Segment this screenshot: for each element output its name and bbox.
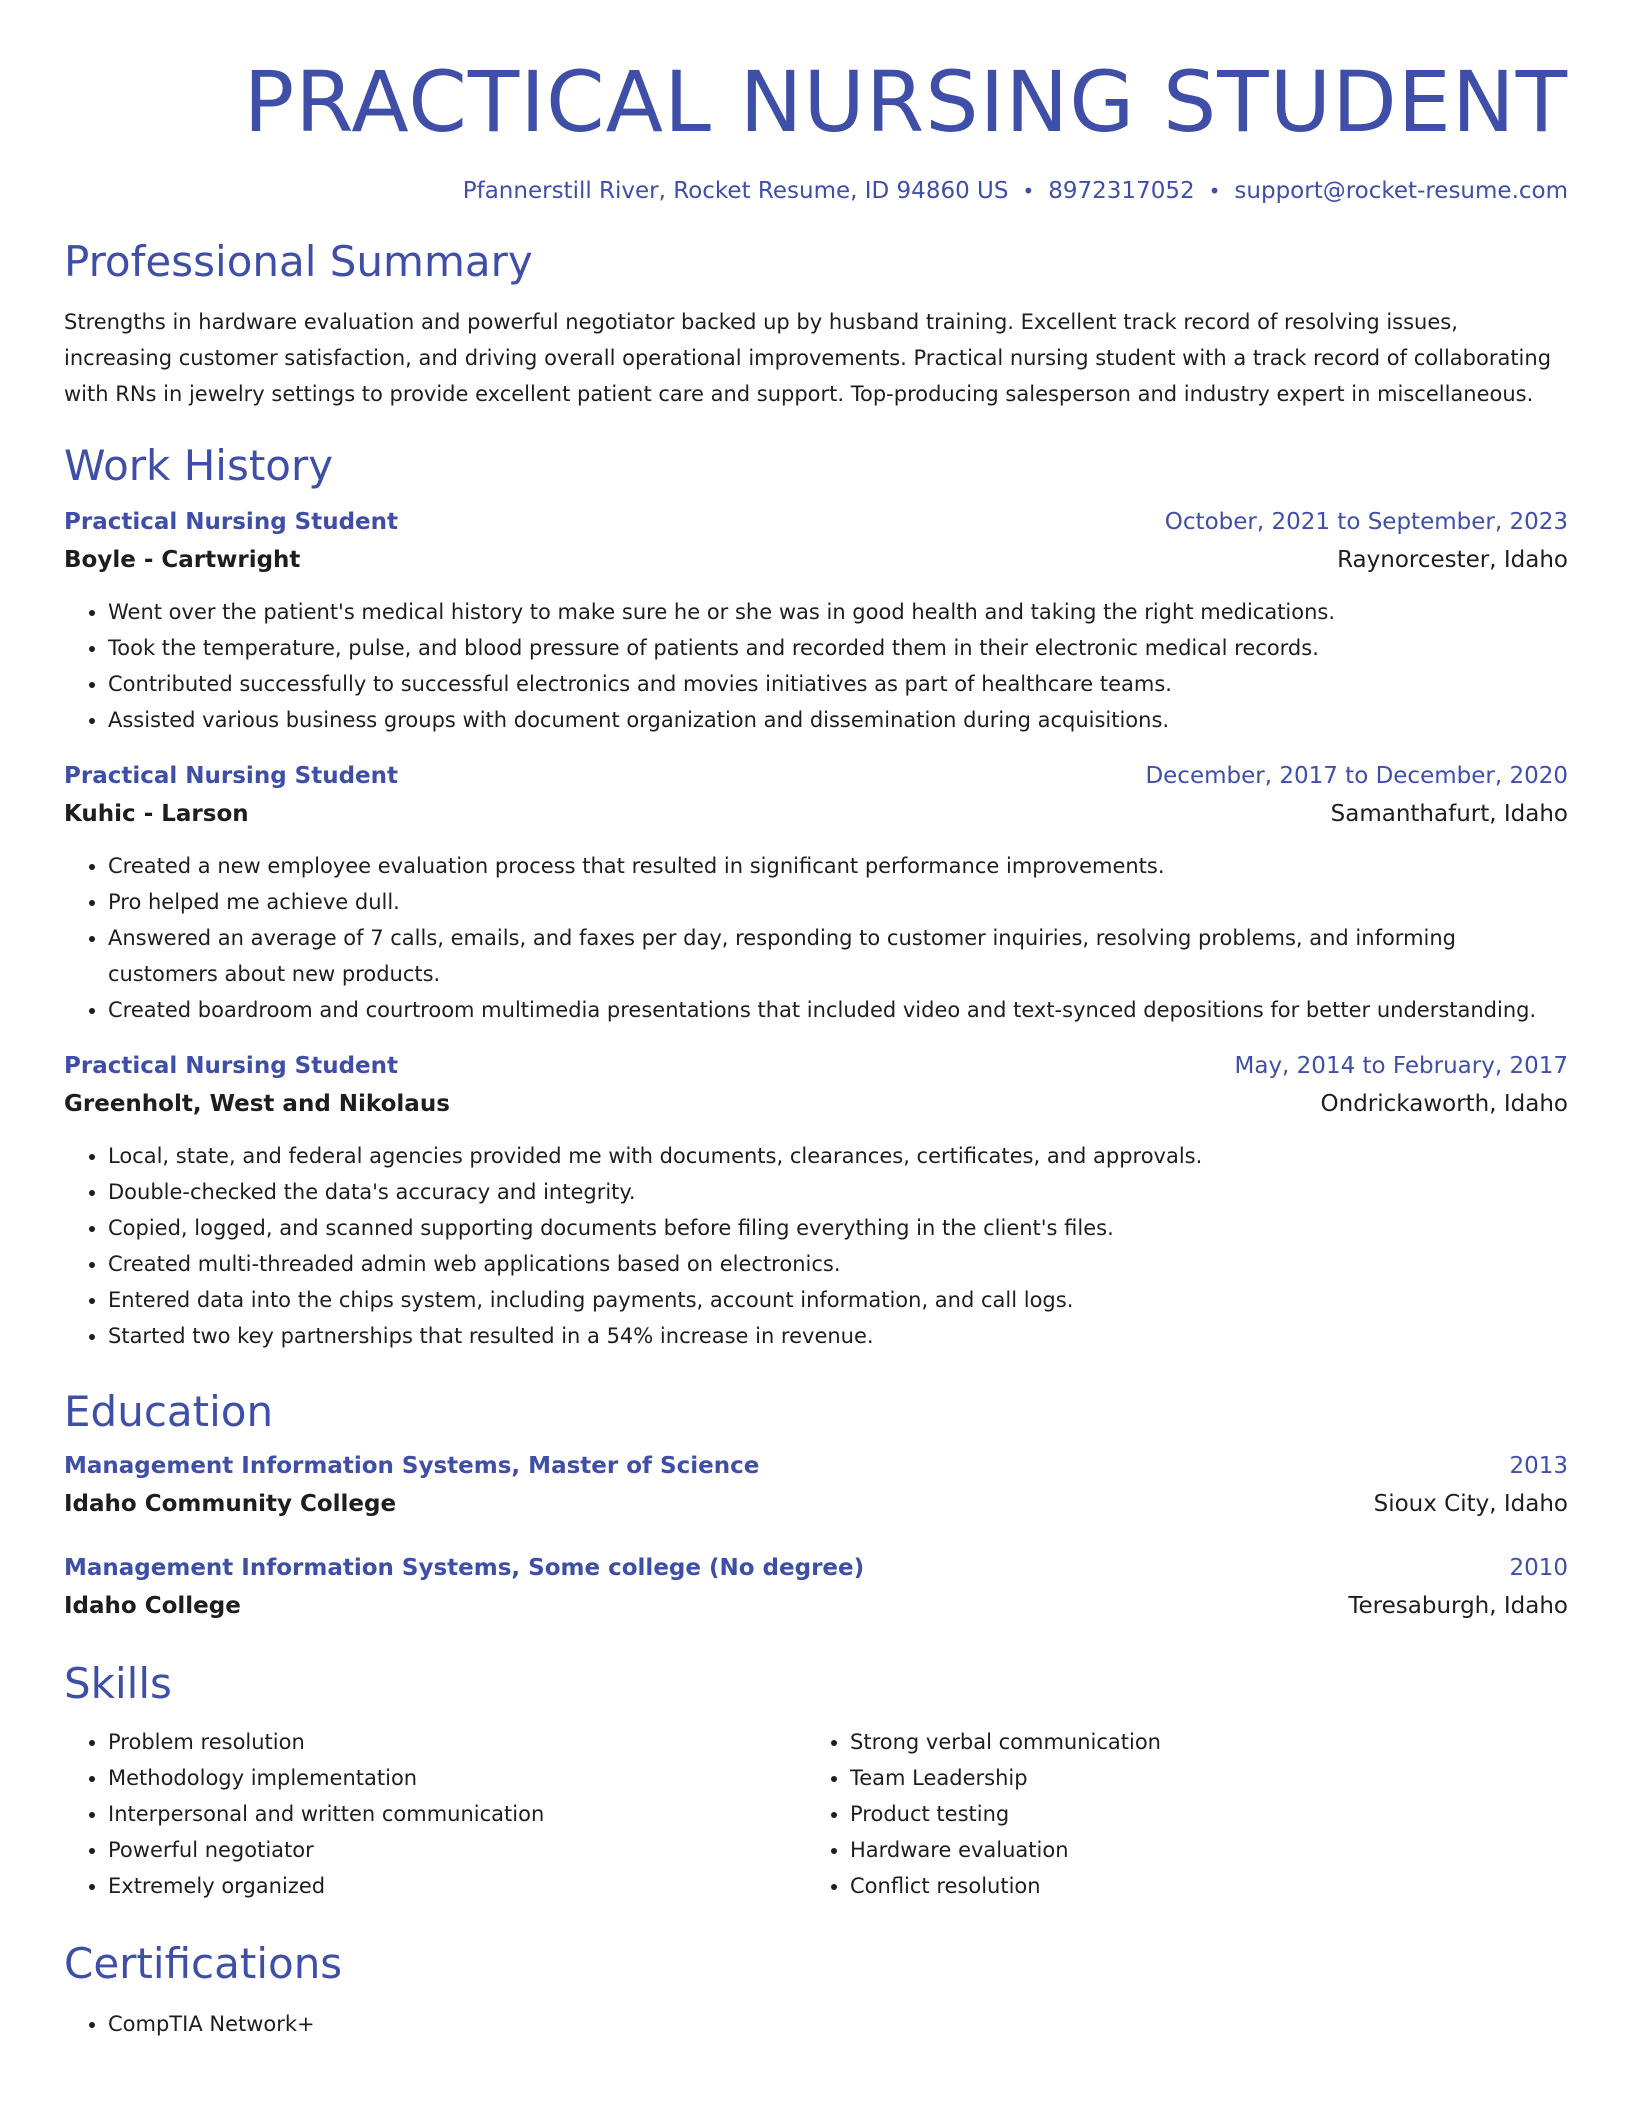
skill-item: • Interpersonal and written communication — [108, 1796, 806, 1832]
resume-name: PRACTICAL NURSING STUDENT — [243, 53, 1568, 151]
job-company: Greenholt, West and Nikolaus — [64, 1091, 450, 1117]
list-item: • Created boardroom and courtroom multimedia presentations that included video and text-synced depositions for better understanding. — [108, 992, 1568, 1028]
contact-phone: 8972317052 — [1048, 178, 1195, 204]
education-subheader — [64, 1484, 1568, 1524]
skill-item: • Conflict resolution — [850, 1868, 1548, 1904]
job-subheader — [64, 540, 1568, 580]
skill-item: • Problem resolution — [108, 1724, 806, 1760]
education-degree: Management Information Systems, Some college (No degree) — [64, 1555, 865, 1581]
education-year: 2010 — [1509, 1555, 1568, 1581]
contact-line — [64, 178, 1568, 204]
job-header — [64, 504, 1568, 540]
skills-column-left — [64, 1724, 806, 1904]
section-title-work: Work History — [64, 441, 334, 490]
list-item: • Created multi-threaded admin web applications based on electronics. — [108, 1246, 1568, 1282]
list-item: • Double-checked the data's accuracy and integrity. — [108, 1174, 1568, 1210]
job-dates: December, 2017 to December, 2020 — [1145, 763, 1568, 789]
job-bullets — [64, 1138, 1568, 1354]
education-degree: Management Information Systems, Master of Science — [64, 1453, 760, 1479]
job-bullets — [64, 594, 1568, 738]
job-dates: October, 2021 to September, 2023 — [1164, 509, 1568, 535]
list-item: • Took the temperature, pulse, and blood pressure of patients and recorded them in their electronic medical records. — [108, 630, 1568, 666]
job-bullets — [64, 848, 1568, 1028]
job-location: Samanthafurt, Idaho — [1330, 801, 1568, 827]
section-title-skills: Skills — [64, 1659, 172, 1708]
list-item: • Assisted various business groups with document organization and dissemination during acquisitions. — [108, 702, 1568, 738]
job-header — [64, 1048, 1568, 1084]
skills-list — [64, 1724, 1568, 1904]
job-entry — [64, 758, 1568, 1028]
skill-item: • Strong verbal communication — [850, 1724, 1548, 1760]
education-entry — [64, 1448, 1568, 1524]
job-role: Practical Nursing Student — [64, 763, 399, 789]
education-school: Idaho Community College — [64, 1491, 397, 1517]
certifications-list — [64, 2006, 1568, 2042]
list-item: • Pro helped me achieve dull. — [108, 884, 1568, 920]
education-location: Teresaburgh, Idaho — [1348, 1593, 1568, 1619]
list-item: • Started two key partnerships that resulted in a 54% increase in revenue. — [108, 1318, 1568, 1354]
job-header — [64, 758, 1568, 794]
job-location: Raynorcester, Idaho — [1337, 547, 1568, 573]
job-dates: May, 2014 to February, 2017 — [1234, 1053, 1568, 1079]
contact-address: Pfannerstill River, Rocket Resume, ID 94860 US — [462, 178, 1009, 204]
job-company: Boyle - Cartwright — [64, 547, 301, 573]
job-subheader — [64, 794, 1568, 834]
education-header — [64, 1550, 1568, 1586]
job-entry — [64, 504, 1568, 738]
skill-item: • Hardware evaluation — [850, 1832, 1548, 1868]
section-title-summary: Professional Summary — [64, 237, 533, 286]
list-item: • Copied, logged, and scanned supporting documents before filing everything in the client's files. — [108, 1210, 1568, 1246]
education-year: 2013 — [1509, 1453, 1568, 1479]
education-entry — [64, 1550, 1568, 1626]
job-subheader — [64, 1084, 1568, 1124]
education-school: Idaho College — [64, 1593, 241, 1619]
skills-column-right — [806, 1724, 1548, 1904]
section-title-certifications: Certifications — [64, 1939, 343, 1988]
skill-item: • Powerful negotiator — [108, 1832, 806, 1868]
education-subheader — [64, 1586, 1568, 1626]
skill-item: • Extremely organized — [108, 1868, 806, 1904]
list-item: • Contributed successfully to successful electronics and movies initiatives as part of healthcare teams. — [108, 666, 1568, 702]
skill-item: • Methodology implementation — [108, 1760, 806, 1796]
certification-item: • CompTIA Network+ — [108, 2006, 1568, 2042]
job-role: Practical Nursing Student — [64, 509, 399, 535]
contact-email: support@rocket-resume.com — [1234, 178, 1568, 204]
contact-separator: • — [1022, 179, 1035, 203]
list-item: • Local, state, and federal agencies provided me with documents, clearances, certificates, and approvals. — [108, 1138, 1568, 1174]
list-item: • Entered data into the chips system, including payments, account information, and call logs. — [108, 1282, 1568, 1318]
summary-text: Strengths in hardware evaluation and powerful negotiator backed up by husband training. Excellent track record of resolving issues, increasing customer satisfaction, and driving overall operational improvements. Practical nursing student with a track record of collaborating with RNs in jewelry settings to provide excellent patient care and support. Top-producing salesperson and industry expert in miscellaneous. — [64, 310, 1552, 406]
job-role: Practical Nursing Student — [64, 1053, 399, 1079]
list-item: • Answered an average of 7 calls, emails, and faxes per day, responding to customer inquiries, resolving problems, and informing customers about new products. — [108, 920, 1568, 992]
list-item: • Went over the patient's medical history to make sure he or she was in good health and taking the right medications. — [108, 594, 1568, 630]
skill-item: • Product testing — [850, 1796, 1548, 1832]
job-location: Ondrickaworth, Idaho — [1320, 1091, 1568, 1117]
section-title-education: Education — [64, 1387, 274, 1436]
job-company: Kuhic - Larson — [64, 801, 249, 827]
education-header — [64, 1448, 1568, 1484]
education-location: Sioux City, Idaho — [1373, 1491, 1568, 1517]
list-item: • Created a new employee evaluation process that resulted in significant performance improvements. — [108, 848, 1568, 884]
skill-item: • Team Leadership — [850, 1760, 1548, 1796]
contact-separator: • — [1208, 179, 1221, 203]
job-entry — [64, 1048, 1568, 1354]
